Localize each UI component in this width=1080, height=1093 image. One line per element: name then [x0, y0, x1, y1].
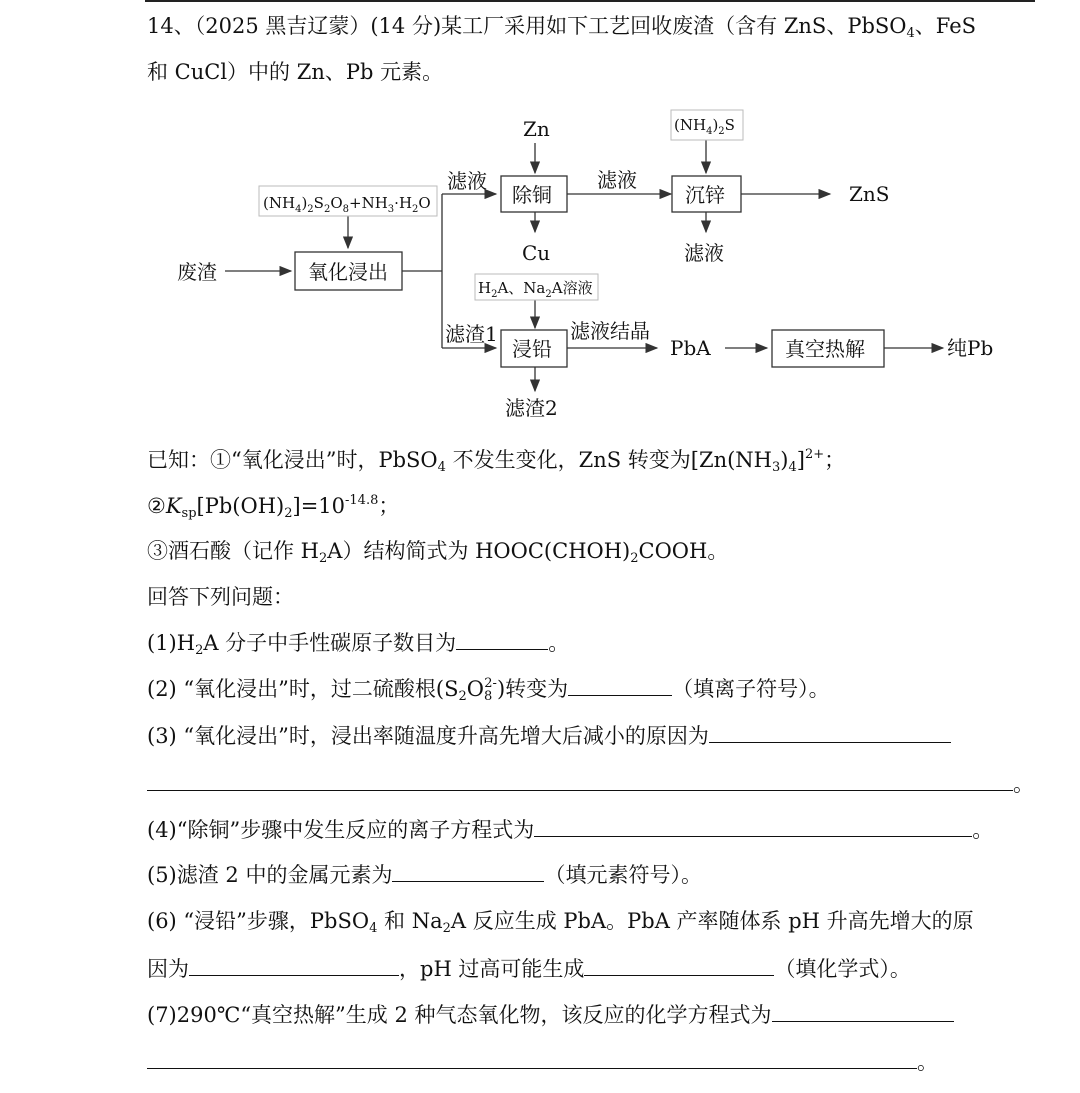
question-3: (3) “氧化浸出”时，浸出率随温度升高先增大后减小的原因为	[147, 722, 951, 750]
process-flowchart	[165, 108, 1035, 428]
label-box-vac: 真空热解	[785, 337, 865, 361]
label-filtrate2: 滤液	[597, 168, 637, 192]
label-waste: 废渣	[177, 260, 217, 284]
answer-blank-1[interactable]	[456, 629, 548, 650]
label-pure-pb: 纯Pb	[947, 336, 994, 360]
answer-blank-7a[interactable]	[772, 1001, 954, 1022]
answer-blank-5[interactable]	[392, 861, 544, 882]
label-box-pb: 浸铅	[512, 337, 552, 361]
answer-blank-3a[interactable]	[709, 722, 951, 743]
question-header-line2: 和 CuCl）中的 Zn、Pb 元素。	[147, 60, 444, 84]
label-box-zn: 沉锌	[685, 183, 725, 207]
answer-blank-6b[interactable]	[584, 955, 774, 976]
question-5: (5)滤渣 2 中的金属元素为 （填元素符号）。	[147, 863, 702, 887]
question-7: (7)290℃“真空热解”生成 2 种气态氧化物，该反应的化学方程式为	[147, 1001, 954, 1029]
known-1: 已知：①“氧化浸出”时，PbSO$_4$ 不发生变化，ZnS 转变为$[Zn(NH_3)_4]^{2+}$；	[147, 447, 846, 475]
label-zn: Zn	[523, 117, 550, 141]
label-box-cu: 除铜	[512, 183, 552, 207]
label-oxid-reagent: $(NH_4)_2S_2O_8+NH_3\cdot H_2O$	[263, 194, 431, 215]
answer-blank-6a[interactable]	[189, 955, 399, 976]
label-filtrate-cryst: 滤液结晶	[570, 319, 650, 343]
known-3: ③酒石酸（记作 $H_2A$）结构简式为 $HOOC(CHOH)_2COOH$。	[147, 539, 729, 566]
answer-blank-4[interactable]	[534, 816, 972, 837]
question-6-line2: 因为 ，pH 过高可能生成 （填化学式）。	[147, 957, 911, 981]
label-lead-reagent: $H_2A$、$Na_2A$溶液	[478, 279, 593, 300]
label-filtrate3: 滤液	[684, 241, 724, 265]
question-1: $(1)H_2A$ 分子中手性碳原子数目为 。	[147, 631, 570, 658]
label-filtrate1: 滤液	[447, 169, 487, 193]
known-2: $②K_{sp}[Pb(OH)_2]=10^{-14.8}$；	[147, 493, 400, 521]
question-3-line2: 。	[147, 770, 1034, 798]
question-header: 14、（2025 黑吉辽蒙）(14 分)某工厂采用如下工艺回收废渣（含有 ZnS、PbSO$_4$、FeS	[147, 14, 977, 41]
label-cu-out: Cu	[522, 241, 551, 265]
answer-blank-3b[interactable]	[147, 770, 1013, 791]
top-rule	[145, 0, 1035, 2]
label-residue1: 滤渣1	[445, 322, 498, 346]
question-6: (6) “浸铅”步骤，PbSO$_4$ 和 $Na_2A$ 反应生成 PbA。PbA 产率随体系 pH 升高先增大的原	[147, 909, 974, 936]
answer-prompt: 回答下列问题：	[147, 585, 294, 609]
label-nh4s: $(NH_4)_2S$	[674, 116, 735, 137]
answer-blank-2[interactable]	[568, 675, 672, 696]
question-7-line2: 。	[147, 1048, 938, 1076]
label-zns-out: ZnS	[849, 182, 890, 206]
answer-blank-7b[interactable]	[147, 1048, 917, 1069]
label-residue2: 滤渣2	[505, 396, 558, 420]
label-box-oxid: 氧化浸出	[308, 260, 388, 284]
question-4: (4)“除铜”步骤中发生反应的离子方程式为 。	[147, 818, 994, 842]
question-2: (2) “氧化浸出”时，过二硫酸根$(S_2O_8^{2-})$转变为 （填离子符号）。	[147, 676, 830, 704]
label-pba: PbA	[670, 336, 711, 360]
